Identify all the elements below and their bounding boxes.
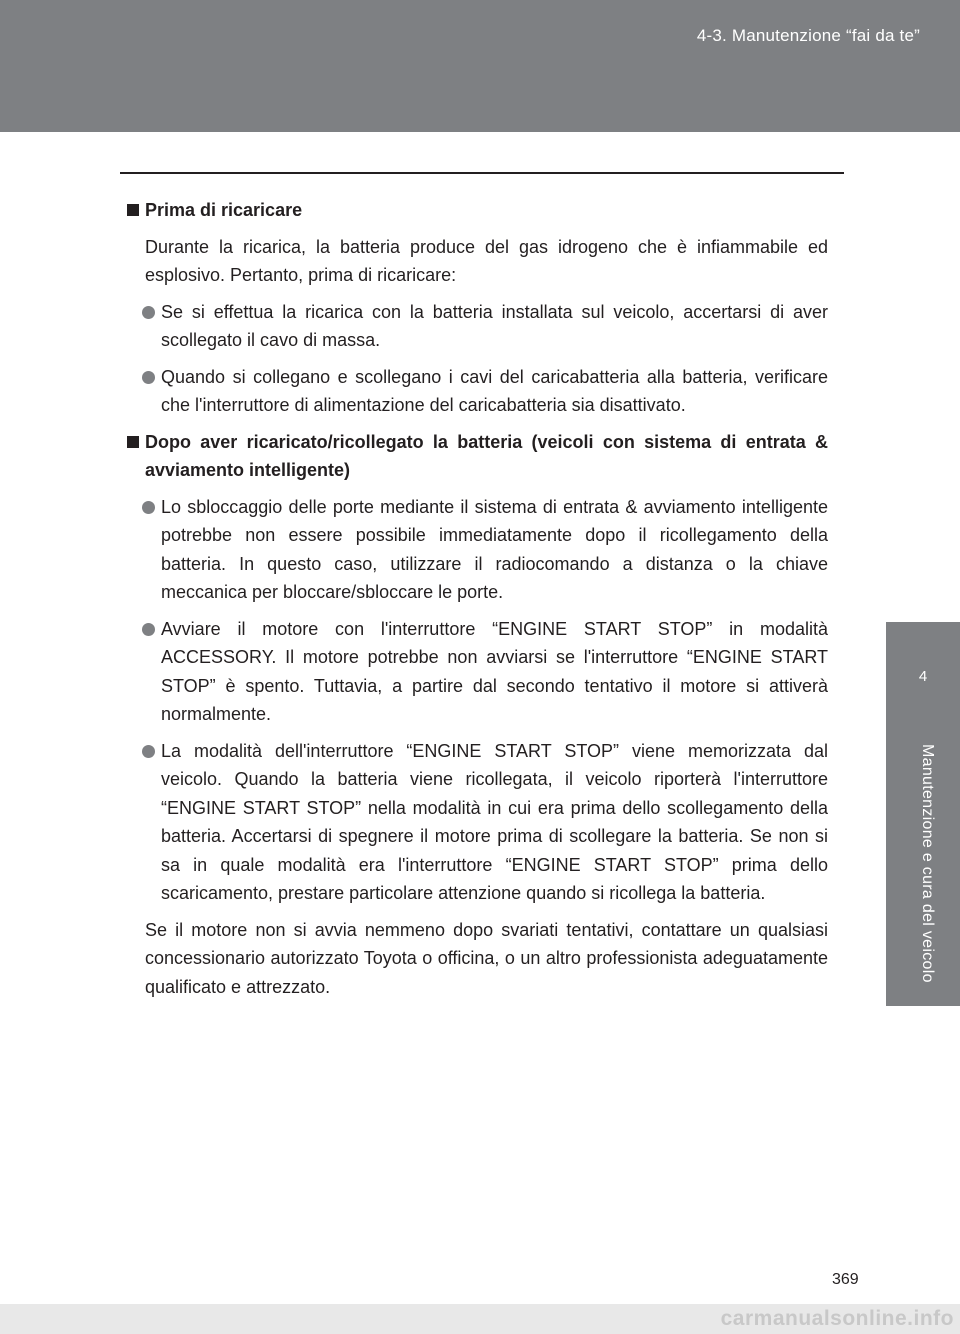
bullet-text: La modalità dell'interruttore “ENGINE START STOP” viene memorizzata dal veicolo. Quando la batteria viene ricollegata, il veicolo riporterà l'interruttore “ENGINE START STOP” nella modalità in cui era prima dello scollegamento della batteria. Accertarsi di spegnere il motore prima di scollegare la batteria. Se non si sa in quale modalità era l'interruttore “ENGINE START STOP” prima dello scaricamento, prestare particolare attenzione quando si ricollega la batteria. [161,740,828,903]
page-content [127,196,828,1009]
section-heading [127,428,828,485]
chapter-title: Manutenzione e cura del veicolo [919,744,936,983]
bullet-item [161,615,828,729]
watermark-text: carmanualsonline.info [720,1307,954,1330]
chapter-number-tab [886,622,960,734]
square-bullet-icon [127,436,139,448]
circle-bullet-icon [142,501,155,514]
circle-bullet-icon [142,306,155,319]
chapter-number: 4 [918,668,928,685]
page-number: 369 [832,1271,859,1288]
circle-bullet-icon [142,745,155,758]
bullet-item [161,298,828,355]
intro-paragraph: Durante la ricarica, la batteria produce del gas idrogeno che è infiammabile ed esplosivo. Pertanto, prima di ricaricare: [145,236,828,285]
circle-bullet-icon [142,623,155,636]
circle-bullet-icon [142,371,155,384]
section-heading [127,196,828,225]
bullet-item [161,493,828,607]
header-band [0,0,960,132]
bullet-item [161,363,828,420]
bullet-text: Lo sbloccaggio delle porte mediante il sistema di entrata & avviamento intelligente potrebbe non essere possibile immediatamente dopo il ricollegamento della batteria. In questo caso, utilizzare il radiocomando a distanza o la chiave meccanica per bloccare/sbloccare le porte. [161,496,828,602]
watermark-band [0,1304,960,1334]
top-rule [120,172,844,174]
bullet-text: Se si effettua la ricarica con la batteria installata sul veicolo, accertarsi di aver scollegato il cavo di massa. [161,301,828,350]
side-tab-upper [886,132,960,622]
square-bullet-icon [127,204,139,216]
closing-paragraph: Se il motore non si avvia nemmeno dopo svariati tentativi, contattare un qualsiasi concessionario autorizzato Toyota o officina, o un altro professionista adeguatamente qualificato e attrezzato. [145,919,828,997]
bullet-text: Quando si collegano e scollegano i cavi del caricabatteria alla batteria, verificare che l'interruttore di alimentazione del caricabatteria sia disattivato. [161,366,828,415]
bullet-item [161,737,828,908]
heading-text: Prima di ricaricare [145,200,303,220]
bullet-text: Avviare il motore con l'interruttore “ENGINE START STOP” in modalità ACCESSORY. Il motore potrebbe non avviarsi se l'interruttore “ENGINE START STOP” è spento. Tuttavia, a partire dal secondo tentativo il motore si attiverà normalmente. [161,618,828,724]
section-title: 4-3. Manutenzione “fai da te” [696,26,920,45]
heading-text: Dopo aver ricaricato/ricollegato la batteria (veicoli con sistema di entrata & avviamento intelligente) [145,431,828,480]
